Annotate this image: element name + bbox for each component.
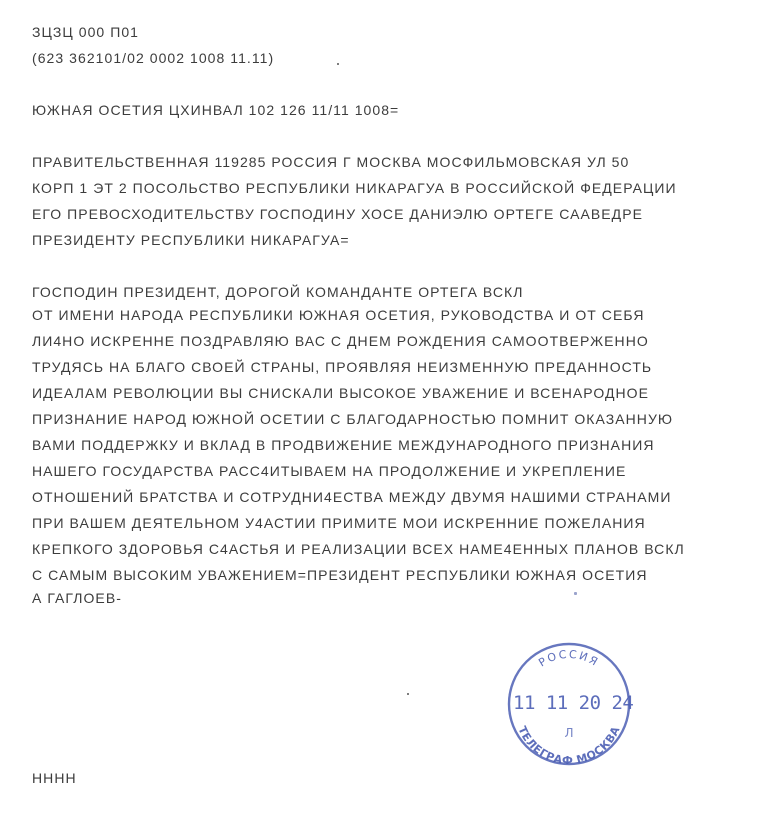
origin-line: ЮЖНАЯ ОСЕТИЯ ЦХИНВАЛ 102 126 11/11 1008=: [32, 102, 400, 118]
body-line: ЛИ4НО ИСКРЕННЕ ПОЗДРАВЛЯЮ ВАС С ДНЕМ РОЖДЕНИЯ САМООТВЕРЖЕННО: [32, 333, 649, 349]
telegraph-stamp: [505, 640, 633, 768]
address-line: КОРП 1 ЭТ 2 ПОСОЛЬСТВО РЕСПУБЛИКИ НИКАРАГУА В РОССИЙСКОЙ ФЕДЕРАЦИИ: [32, 180, 677, 196]
address-line: ПРАВИТЕЛЬСТВЕННАЯ 119285 РОССИЯ Г МОСКВА МОСФИЛЬМОВСКАЯ УЛ 50: [32, 154, 630, 170]
body-line: ГОСПОДИН ПРЕЗИДЕНТ, ДОРОГОЙ КОМАНДАНТЕ ОРТЕГА ВСКЛ: [32, 284, 524, 300]
body-line: КРЕПКОГО ЗДОРОВЬЯ С4АСТЬЯ И РЕАЛИЗАЦИИ ВСЕХ НАМЕ4ЕННЫХ ПЛАНОВ ВСКЛ: [32, 541, 685, 557]
body-line: ВАМИ ПОДДЕРЖКУ И ВКЛАД В ПРОДВИЖЕНИЕ МЕЖДУНАРОДНОГО ПРИЗНАНИЯ: [32, 437, 655, 453]
scan-speck: [407, 693, 409, 695]
stamp-date: 11 11 20 24: [513, 692, 634, 714]
stamp-top-text: РОССИЯ: [536, 647, 602, 670]
stamp-bottom-text: ТЕЛЕГРАФ МОСКВА: [515, 724, 623, 768]
body-line: ИДЕАЛАМ РЕВОЛЮЦИИ ВЫ СНИСКАЛИ ВЫСОКОЕ УВАЖЕНИЕ И ВСЕНАРОДНОЕ: [32, 385, 650, 401]
address-line: ЕГО ПРЕВОСХОДИТЕЛЬСТВУ ГОСПОДИНУ ХОСЕ ДАНИЭЛЮ ОРТЕГЕ СААВЕДРЕ: [32, 206, 643, 222]
header-line-2: (623 362101/02 0002 1008 11.11): [32, 50, 275, 66]
body-line: ОТНОШЕНИЙ БРАТСТВА И СОТРУДНИ4ЕСТВА МЕЖДУ ДВУМЯ НАШИМИ СТРАНАМИ: [32, 489, 672, 505]
body-line: ПРИЗНАНИЕ НАРОД ЮЖНОЙ ОСЕТИИ С БЛАГОДАРНОСТЬЮ ПОМНИТ ОКАЗАННУЮ: [32, 411, 674, 427]
scan-speck: [574, 592, 577, 595]
body-line: С САМЫМ ВЫСОКИМ УВАЖЕНИЕМ=ПРЕЗИДЕНТ РЕСПУБЛИКИ ЮЖНАЯ ОСЕТИЯ: [32, 567, 648, 583]
address-line: ПРЕЗИДЕНТУ РЕСПУБЛИКИ НИКАРАГУА=: [32, 232, 350, 248]
body-line: ОТ ИМЕНИ НАРОДА РЕСПУБЛИКИ ЮЖНАЯ ОСЕТИЯ, РУКОВОДСТВА И ОТ СЕБЯ: [32, 307, 645, 323]
end-marker: НННН: [32, 770, 77, 786]
body-line: НАШЕГО ГОСУДАРСТВА РАСС4ИТЫВАЕМ НА ПРОДОЛЖЕНИЕ И УКРЕПЛЕНИЕ: [32, 463, 627, 479]
body-line: ПРИ ВАШЕМ ДЕЯТЕЛЬНОМ У4АСТИИ ПРИМИТЕ МОИ ИСКРЕННИЕ ПОЖЕЛАНИЯ: [32, 515, 646, 531]
body-line: ТРУДЯСЬ НА БЛАГО СВОЕЙ СТРАНЫ, ПРОЯВЛЯЯ НЕИЗМЕННУЮ ПРЕДАННОСТЬ: [32, 359, 653, 375]
signature-line: А ГАГЛОЕВ-: [32, 590, 122, 606]
svg-text:РОССИЯ: [536, 648, 601, 670]
stamp-code: Л: [564, 726, 574, 740]
header-line-1: ЗЦЗЦ 000 П01: [32, 24, 139, 40]
scan-speck: [337, 63, 339, 65]
